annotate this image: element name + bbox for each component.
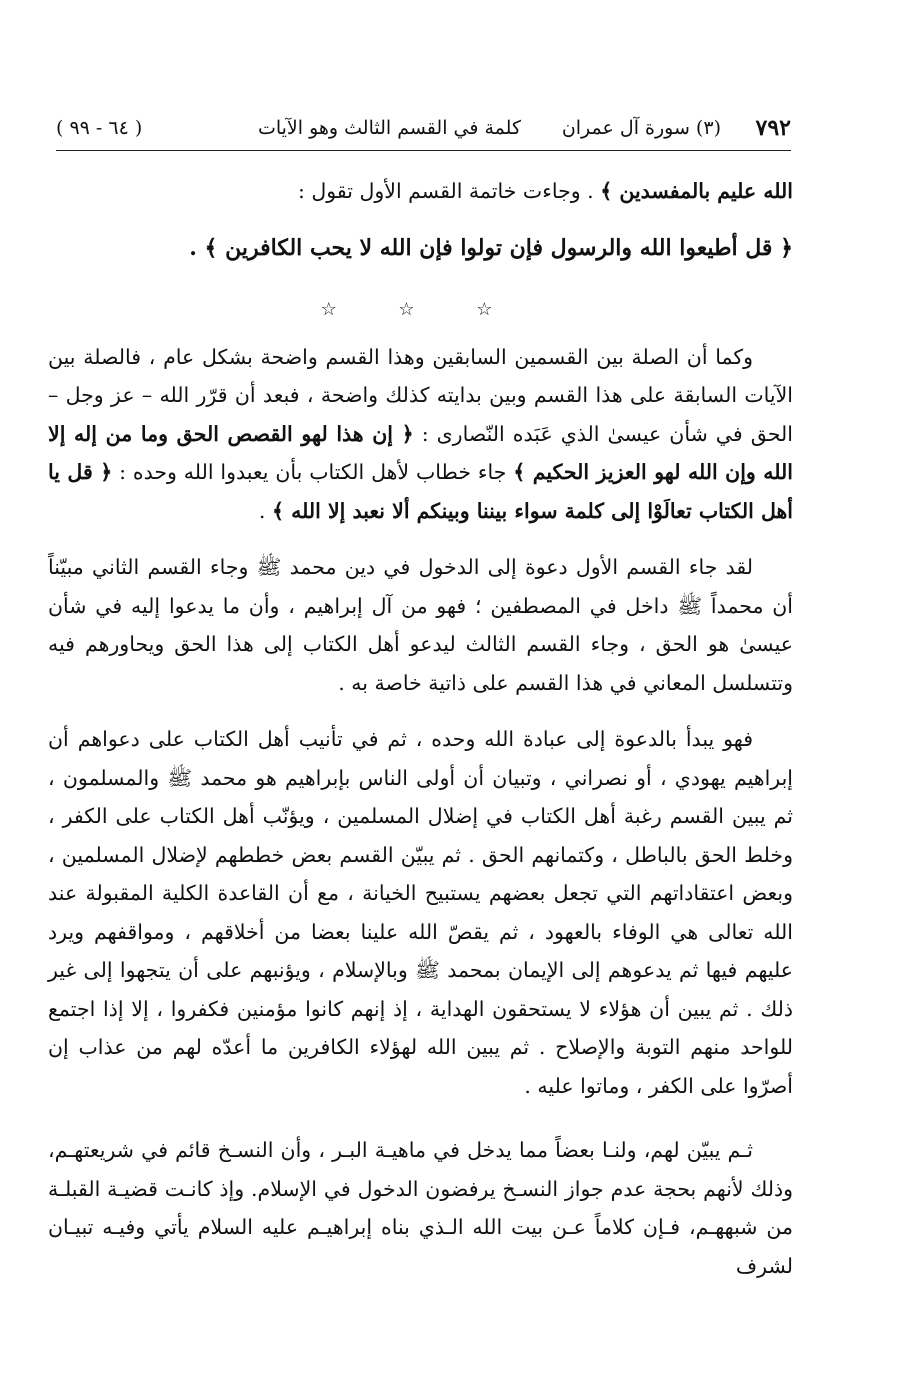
verse-range: ( ٦٤ - ٩٩ ) [56, 117, 143, 139]
page-number: ٧٩٢ [755, 115, 791, 141]
page-body [48, 172, 793, 1285]
page-header [56, 110, 791, 146]
paragraph-1-text-b: جاء خطاب لأهل الكتاب بأن يعبدوا الله وحده : [112, 460, 514, 484]
quoted-verse: ﴿ قل أطيعوا الله والرسول فإن تولوا فإن الله لا يحب الكافرين ﴾ . [189, 234, 793, 261]
opening-line [48, 172, 793, 211]
header-divider [56, 150, 791, 151]
paragraph-3: فهو يبدأ بالدعوة إلى عبادة الله وحده ، ثم في تأنيب أهل الكتاب على دعواهم أن إبراهيم يهودي ، أو نصراني ، وتبيان أن أولى الناس بإبراهيم هو محمد ﷺ والمسلمون ، ثم يبين القسم رغبة أهل الكتاب في إضلال المسلمين ، ويؤنّب أهل الكتاب على الكفر ، وخلط الحق بالباطل ، وكتمانهم الحق . ثم يبيّن القسم بعض خططهم لإضلال المسلمين ، وبعض اعتقاداتهم التي تجعل بعضهم يستبيح الخيانة ، مع أن القاعدة الكلية المقبولة عند الله تعالى هي الوفاء بالعهود ، ثم يقصّ الله علينا بعضا من أخلاقهم ، ومواقفهم ويرد عليهم فيها ثم يدعوهم إلى الإيمان بمحمد ﷺ وبالإسلام ، ويؤنبهم على أن يتجهوا إلى غير ذلك . ثم يبين أن هؤلاء لا يستحقون الهداية ، إذ إنهم كانوا مؤمنين فكفروا ، إلا إذا اجتمع للواحد منهم التوبة والإصلاح . ثم يبين الله لهؤلاء الكافرين ما أعدّه لهم من عذاب إن أصرّوا على الكفر ، وماتوا عليه . [48, 727, 793, 1098]
paragraph-2: لقد جاء القسم الأول دعوة إلى الدخول في دين محمد ﷺ وجاء القسم الثاني مبيّناً أن محمداً ﷺ داخل في المصطفين ؛ فهو من آل إبراهيم ، وأن ما يدعوا إليه في شأن عيسىٰ هو الحق ، وجاء القسم الثالث ليدعو أهل الكتاب إلى هذا الحق ويحاورهم فيه وتتسلسل المعاني في هذا القسم على ذاتية خاصة به . [48, 555, 793, 695]
paragraph-1-text-c: . [258, 498, 272, 523]
paragraph-4: ثـم يبيّن لهم، ولنـا بعضاً مما يدخل في ماهيـة البـر ، وأن النسـخ قائم في شريعتهـم، وذلك لأنهم بحجة عدم جواز النسـخ يرفضون الدخول في الإسلام. وإذ كانـت قضيـة القبلـة من شبههـم، فـإن كلاماً عـن بيت الله الـذي بناه إبراهيـم عليه السلام يأتي وفيـه تبيـان لشرف [48, 1138, 793, 1278]
surah-title: (٣) سورة آل عمران [561, 117, 721, 139]
section-separator-stars: ☆ ☆ ☆ [320, 299, 521, 320]
section-title: كلمة في القسم الثالث وهو الآيات [257, 117, 521, 139]
opening-verse-end: الله عليم بالمفسدين ﴾ [600, 179, 793, 203]
paragraph-1 [48, 338, 793, 531]
paragraph-1-text-a: وكما أن الصلة بين القسمين السابقين وهذا القسم واضحة بشكل عام ، فالصلة بين الآيات السابقة على هذا القسم وبين بدايته كذلك واضحة ، فبعد أن قرّر الله – عز وجل – الحق في شأن عيسىٰ الذي عَبَده النّصارى : [48, 344, 793, 446]
paragraph-1-verse-a: ﴿ إن هذا لهو القصص الحق وما من إله إلا الله وإن الله لهو العزيز الحكيم ﴾ [48, 421, 793, 484]
opening-line-text: . وجاءت خاتمة القسم الأول تقول : [297, 179, 601, 203]
paragraph-1-verse-b: ﴿ قل يا أهل الكتاب تعالَوْا إلى كلمة سواء بيننا وبينكم ألا نعبد إلا الله ﴾ [48, 460, 793, 523]
